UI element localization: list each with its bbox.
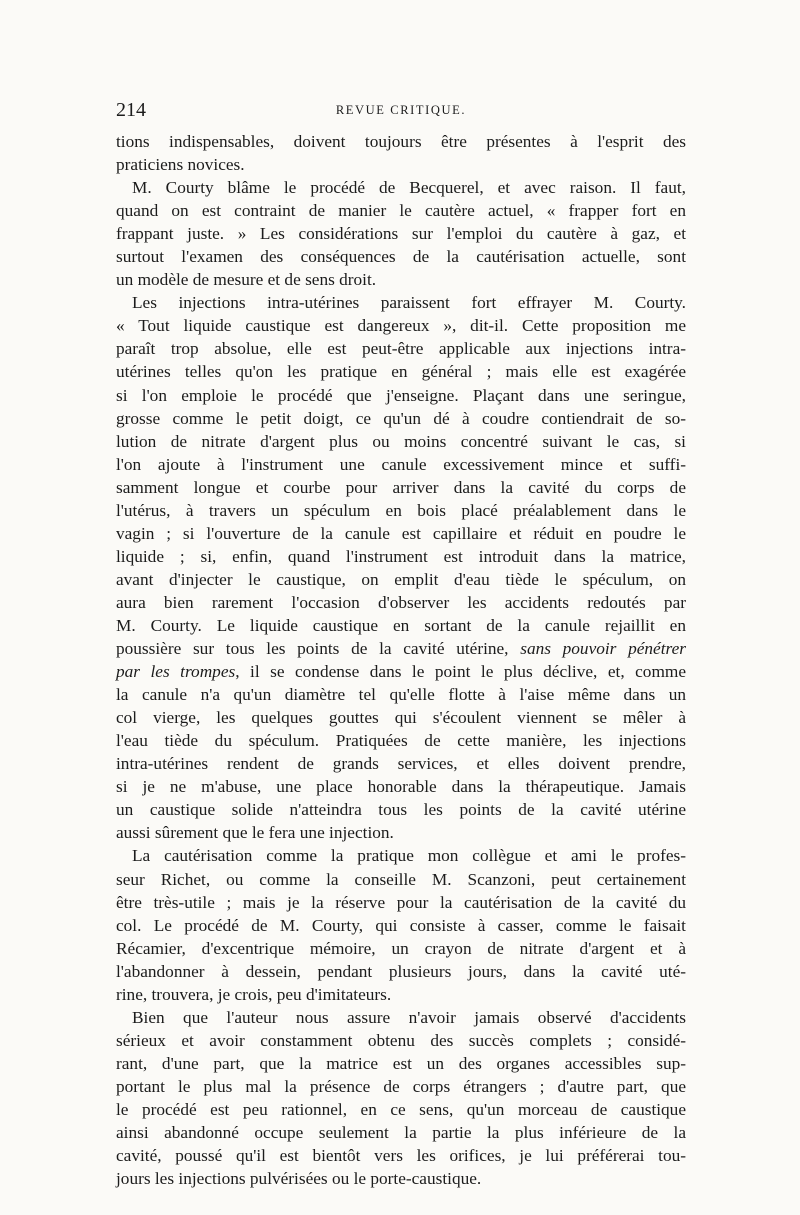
line-text: , il se condense dans le point le plus déclive, et, comme xyxy=(235,662,686,682)
line-text: Récamier, d'excentrique mémoire, un crayon de nitrate d'argent et à xyxy=(116,938,686,958)
text-line xyxy=(116,660,686,683)
text-line xyxy=(116,176,686,199)
text-line xyxy=(116,821,686,844)
text-line xyxy=(116,960,686,983)
line-text: l'on ajoute à l'instrument une canule excessivement mince et suffi- xyxy=(116,454,686,474)
text-line xyxy=(116,752,686,775)
line-text: tions indispensables, doivent toujours être présentes à l'esprit des xyxy=(116,132,686,151)
line-text: La cautérisation comme la pratique mon collègue et ami le profes- xyxy=(132,846,686,866)
text-line xyxy=(116,199,686,222)
line-text: un modèle de mesure et de sens droit. xyxy=(116,270,377,290)
line-text: être très-utile ; mais je la réserve pour la cautérisation de la cavité du xyxy=(116,892,686,912)
italic-phrase: sans pouvoir pénétrer xyxy=(520,639,686,659)
line-text: quand on est contraint de manier le cautère actuel, « frapper fort en xyxy=(116,201,686,221)
line-text: lution de nitrate d'argent plus ou moins concentré suivant le cas, si xyxy=(116,431,686,451)
line-text: paraît trop absolue, elle est peut-être applicable aux injections intra- xyxy=(116,339,686,359)
text-line xyxy=(116,153,686,176)
text-line xyxy=(116,729,686,752)
text-line xyxy=(116,360,686,383)
line-text: sérieux et avoir constamment obtenu des succès complets ; considé- xyxy=(116,1030,686,1050)
text-line xyxy=(116,1052,686,1075)
line-text: liquide ; si, enfin, quand l'instrument est introduit dans la matrice, xyxy=(116,546,686,566)
text-line xyxy=(116,407,686,430)
italic-phrase: par les trompes xyxy=(116,662,236,682)
text-line xyxy=(116,291,686,314)
line-text: Bien que l'auteur nous assure n'avoir jamais observé d'accidents xyxy=(132,1007,686,1027)
line-text: cavité, poussé qu'il est bientôt vers les orifices, je lui préférerai tou- xyxy=(116,1146,686,1166)
line-text: avant d'injecter le caustique, on emplit d'eau tiède le spéculum, on xyxy=(116,569,686,589)
text-line xyxy=(116,245,686,268)
text-line xyxy=(116,522,686,545)
text-line xyxy=(116,868,686,891)
text-line xyxy=(116,683,686,706)
text-line xyxy=(116,798,686,821)
line-text: vagin ; si l'ouverture de la canule est capillaire et réduit en poudre le xyxy=(116,523,686,543)
line-text: col vierge, les quelques gouttes qui s'écoulent viennent se mêler à xyxy=(116,708,686,728)
line-text: le procédé est peu rationnel, en ce sens, qu'un morceau de caustique xyxy=(116,1099,686,1119)
text-line xyxy=(116,1144,686,1167)
text-line xyxy=(116,891,686,914)
line-text: rine, trouvera, je crois, peu d'imitateurs. xyxy=(116,984,392,1004)
text-line xyxy=(116,1006,686,1029)
text-line xyxy=(116,914,686,937)
line-text: Les injections intra-utérines paraissent fort effrayer M. Courty. xyxy=(132,293,686,313)
text-line xyxy=(116,1075,686,1098)
running-head: REVUE CRITIQUE. xyxy=(335,103,467,117)
text-line xyxy=(116,637,686,660)
line-text: si je ne m'abuse, une place honorable dans la thérapeutique. Jamais xyxy=(116,777,686,797)
text-line xyxy=(116,1029,686,1052)
line-text: rant, d'une part, que la matrice est un des organes accessibles sup- xyxy=(116,1053,686,1073)
text-line xyxy=(116,775,686,798)
page-header xyxy=(116,98,686,130)
body-text xyxy=(116,130,686,1190)
line-text: seur Richet, ou comme la conseille M. Scanzoni, peut certainement xyxy=(116,869,686,889)
book-page xyxy=(116,98,686,1190)
text-line xyxy=(116,1098,686,1121)
text-line xyxy=(116,130,686,153)
line-text: M. Courty blâme le procédé de Becquerel, et avec raison. Il faut, xyxy=(132,178,686,198)
line-text: M. Courty. Le liquide caustique en sortant de la canule rejaillit en xyxy=(116,615,686,635)
text-line xyxy=(116,614,686,637)
line-text: un caustique solide n'atteindra tous les points de la cavité utérine xyxy=(116,800,686,820)
line-text: aura bien rarement l'occasion d'observer les accidents redoutés par xyxy=(116,592,686,612)
text-line xyxy=(116,314,686,337)
text-line xyxy=(116,453,686,476)
text-line xyxy=(116,545,686,568)
line-text: surtout l'examen des conséquences de la cautérisation actuelle, sont xyxy=(116,247,686,267)
line-text: grosse comme le petit doigt, ce qu'un dé à coudre contiendrait de so- xyxy=(116,408,686,428)
text-line xyxy=(116,337,686,360)
text-line xyxy=(116,1167,686,1190)
line-text: « Tout liquide caustique est dangereux », dit-il. Cette proposition me xyxy=(116,316,686,336)
line-text: praticiens novices. xyxy=(116,155,245,175)
text-line xyxy=(116,476,686,499)
line-text: ainsi abandonné occupe seulement la partie la plus inférieure de la xyxy=(116,1123,686,1143)
line-text: jours les injections pulvérisées ou le porte-caustique. xyxy=(116,1169,482,1189)
line-text: col. Le procédé de M. Courty, qui consiste à casser, comme le faisait xyxy=(116,915,686,935)
text-line xyxy=(116,983,686,1006)
text-line xyxy=(116,706,686,729)
line-text: utérines telles qu'on les pratique en général ; mais elle est exagérée xyxy=(116,362,686,382)
text-line xyxy=(116,222,686,245)
line-text: intra-utérines rendent de grands services, et elles doivent prendre, xyxy=(116,754,686,774)
text-line xyxy=(116,591,686,614)
line-text: portant le plus mal la présence de corps étrangers ; d'autre part, que xyxy=(116,1076,686,1096)
text-line xyxy=(116,268,686,291)
text-line xyxy=(116,844,686,867)
line-text: l'eau tiède du spéculum. Pratiquées de cette manière, les injections xyxy=(116,731,686,751)
text-line xyxy=(116,430,686,453)
text-line xyxy=(116,1121,686,1144)
text-line xyxy=(116,499,686,522)
text-line xyxy=(116,384,686,407)
line-text: l'utérus, à travers un spéculum en bois placé préalablement dans le xyxy=(116,500,686,520)
line-text: aussi sûrement que le fera une injection. xyxy=(116,823,394,843)
text-line xyxy=(116,568,686,591)
line-text: l'abandonner à dessein, pendant plusieurs jours, dans la cavité uté- xyxy=(116,961,686,981)
page-number: 214 xyxy=(116,99,146,121)
line-text: samment longue et courbe pour arriver dans la cavité du corps de xyxy=(116,477,686,497)
line-text: poussière sur tous les points de la cavité utérine, xyxy=(116,639,509,659)
line-text: frappant juste. » Les considérations sur l'emploi du cautère à gaz, et xyxy=(116,224,686,244)
text-line xyxy=(116,937,686,960)
line-text: si l'on emploie le procédé que j'enseigne. Plaçant dans une seringue, xyxy=(116,385,686,405)
line-text: la canule n'a qu'un diamètre tel qu'elle flotte à l'aise même dans un xyxy=(116,685,686,705)
